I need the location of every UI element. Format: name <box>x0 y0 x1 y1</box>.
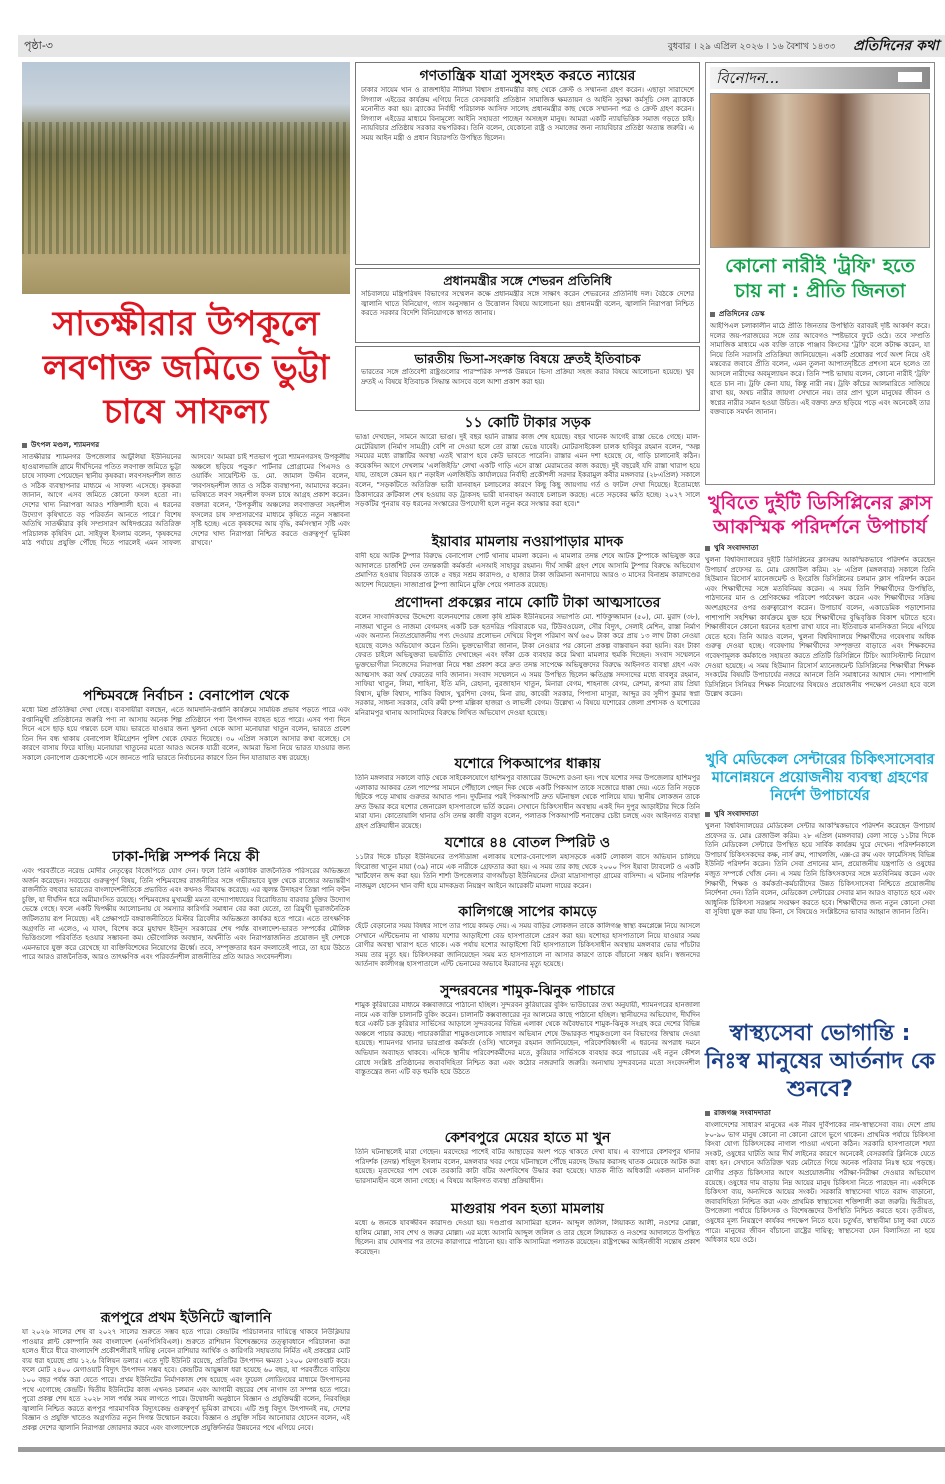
byline-text: প্রতিদিনের ডেস্ক <box>719 309 765 318</box>
article-headline-incentive: প্রণোদনা প্রকল্পের নামে কোটি টাকা আত্মসাতের <box>394 595 661 611</box>
byline-text: খুবি সংবাদদাতা <box>714 809 759 818</box>
bullet-square-icon <box>710 312 715 317</box>
health-body: বাংলাদেশের সাধারণ মানুষের এক নীরব দুর্বিপাকের নাম-স্বাস্থ্যসেবা ব্যয়। দেশে প্রায় ৮০-৯০ ভাগ মানুষ কোনো না কোনো রোগে ভুগে থাকেন। প্রাথমিক পর্যায়ে চিকিৎসা কিংবা যোগ্য চিকিৎসকের নাগাল পাওয়া এখনো কঠিন। সরকারি হাসপাতালে শয্যা সংকট, ওষুধের ঘাটতি আর দীর্ঘ লাইনের কারণে অনেকেই বেসরকারি ক্লিনিকে যেতে বাধ্য হন। সেখানে অতিরিক্ত খরচ মেটাতে গিয়ে অনেক পরিবার নিঃস্ব হয়ে পড়ছে। রোগীর প্রকৃত চিকিৎসার আগে অপ্রয়োজনীয় পরীক্ষা-নিরীক্ষা দেওয়ার অভিযোগ রয়েছে। ওষুধের দাম বাড়ায় নিম্ন আয়ের মানুষ চিকিৎসা নিতে পারছেন না। একদিকে চিকিৎসা ব্যয়, অন্যদিকে আয়ের সংকট। সরকারি স্বাস্থ্যসেবা খাতে বরাদ্দ বাড়ানো, জবাবদিহিতা নিশ্চিত করা এবং প্রাথমিক স্বাস্থ্যসেবা শক্তিশালী করা জরুরি। দ্বিতীয়ত, উপজেলা পর্যায়ে চিকিৎসক ও বিশেষজ্ঞদের উপস্থিতি নিশ্চিত করতে হবে। তৃতীয়ত, ওষুধের মূল্য নিয়ন্ত্রণে কার্যকর পদক্ষেপ নিতে হবে। চতুর্থত, স্বাস্থ্যবীমা চালু করা যেতে পারে। মানুষের জীবন বাঁচানো রাষ্ট্রের দায়িত্ব; স্বাস্থ্যসেবা যেন বিলাসিতা না হয়ে অধিকার হয়ে ওঠে। <box>705 1121 935 1245</box>
article-body-incentive: বলেন সাংবাদিকদের উদ্দেশ্যে বলেনযশোর জেলা কৃষি শ্রমিক ইউনিয়নের সভাপতি মো. শফিকুজ্জামান (৫০), মো. মুরাদ (৩৮), নাজমা খাতুন ও নাজমা বেগমসহ একটি চক্র হতদরিদ্র পরিবারকে ঘর, টিউবওয়েল, সৌর বিদ্যুৎ, সেলাই মেশিন, রাস্তা নির্মাণ এবং অন্যান্য নিত্যপ্রয়োজনীয় পণ্য দেওয়ার প্রলোভন দেখিয়ে বিপুল পরিমাণ অর্থ ৬৫০ টাকা করে প্রায় ১৩ লাখ টাকা নেওয়া হয়েছে বলেও অভিযোগ করেন তিনি। ভুক্তভোগীরা জানান, টাকা নেওয়ার পর কোনো প্রকল্প বাস্তবায়ন করা হয়নি। বরং টাকা ফেরত চাইলে অভিযুক্তরা ভয়ভীতি দেখাচ্ছেন এবং ফাঁকা চেক ব্যবহার করে মিথ্যা মামলার হুমকি দিচ্ছেন। সংবাদ সম্মেলনে ভুক্তভোগীরা নিজেদের নিরাপত্তা নিয়ে শঙ্কা প্রকাশ করে দ্রুত তদন্ত সাপেক্ষে অভিযুক্তদের বিরুদ্ধে আইনগত ব্যবস্থা গ্রহণ এবং আত্মসাৎ করা অর্থ ফেরতের দাবি জানান। সংবাদ সম্মেলনে এ সময় উপস্থিত ছিলেন ক্ষতিগ্রস্ত সদস্যদের মধ্যে বাবলুর রহমান, সাফিয়া খাতুন, লিমা, শাহিনা, ইতি মনি, রেহানা, নুরজাহান খাতুন, মিনারা বেগম, শাহনাজ বেগম, রেশমা, রূপমা রায় প্রিয়া বিশ্বাস, মুক্তি বিশ্বাস, শাকিব বিশ্বাস, খুরশিদা বেগম, মিনা রায়, কাবেরী সরকার, পিপাসা মাসুরা, আব্দুর রব সুদীপ কুমার স্বপ্না সরকার, সাধনা সরকার, বেবি রুমী চম্পা মল্লিকা হাজরা ও লাভলী বেগম। উল্লেখ্য এ বিষয়ে যশোরের জেলা প্রশাসক ও যশোরের মনিরামপুর থানায় আসামিদের বিরুদ্ধে লিখিত অভিযোগ দেওয়া হয়েছে। <box>355 613 700 717</box>
health-byline <box>705 1108 935 1120</box>
left-column <box>22 62 350 1484</box>
article-body-road: ভাঙা দেখছেন, সামনে আরো ভাঙা। দুই বছর হয়নি রাস্তার কাজ শেষ হয়েছে। বছর খানেক আগেই রাস্তা ভেঙে গেছে। মাল-মেটেরিয়াল (নির্মাণ সামগ্রী) বেশি না দেওয়া হলে তো রাস্তা ভেঙে যাবেই। মোটরসাইকেল চালক হাবিবুর রহমান বলেন, "অল্প সময়ের মধ্যে রাস্তাটির অবস্থা এতই খারাপ হবে কেউ ভাবতে পারেনি। রাস্তার এমন দশা হয়েছে যে, গাড়ি চালানোই কঠিন। কয়েকদিন আগে দেখলাম 'এলজিইডি' লেখা একটি গাড়ি এসে রাস্তা মেরামতের কাজ করছে। দুই বছরেই যদি রাস্তা খারাপ হয়ে যায়, তাহলে কেমন হয়।" নড়াইল এলজিইডি কার্যালয়ের নির্বাহী প্রকৌশলী সরদার ইকরামুল কবীর মঙ্গলবার (২৮এপ্রিল) সকালে বলেন, "সড়কটিতে অতিরিক্ত ভারী যানবাহন চলাচলের কারণে কিছু কিছু জায়গায় গর্ত ও ফাটল দেখা দিয়েছে। ইতোমধ্যে ঠিকাদারের ক্রটিকাল শেষ হওয়ায় বড় ট্রাকসহ ভারী যানবাহন অবাধে চলাচল করছে। এতে সড়কের ক্ষতি হচ্ছে। ২০২৭ সালে সড়কটির পুনরায় বড় ধরনের সংস্কারের উপযোগী হলে নতুন করে সংস্কার করা হবে।" <box>355 433 700 509</box>
bullet-square-icon <box>705 1111 710 1116</box>
article-headline-dhaka-delhi: ঢাকা-দিল্লি সম্পর্ক নিয়ে কী <box>112 849 260 865</box>
article-headline-pickup: যশোরে পিকআপের ধাক্কায় <box>454 756 601 772</box>
khubi-medical-headline: খুবি মেডিকেল সেন্টারের চিকিৎসাসেবার মানোন্নয়নে প্রয়োজনীয় ব্যবস্থা গ্রহণের নির্দেশ উপাচার্যের <box>705 752 935 804</box>
article-body-rooppur: যা ২০২৬ সালের শেষ বা ২০২৭ সালের শুরুতে সম্ভব হতে পারে। কেন্দ্রটির পরিচালনার দায়িত্বে থাকবে নিউক্লিয়ার পাওয়ার প্লান্ট কোম্পানি অব বাংলাদেশ (এনপিসিবিএল)। শুরুতে রাশিয়ান বিশেষজ্ঞদের তত্ত্বাবধানে পরিচালনা করা হলেও ধীরে ধীরে বাংলাদেশি প্রকৌশলীরাই দায়িত্ব নেবেন রাশিয়ার আর্থিক ও কারিগরি সহায়তায় নির্মিত এই প্রকল্পের মোট ব্যয় ধরা হয়েছে প্রায় ১২.৬ বিলিয়ন ডলার। এতে দুটি ইউনিট রয়েছে, প্রতিটির উৎপাদন ক্ষমতা ১২০০ মেগাওয়াট করে। ফলে মোট ২৪০০ মেগাওয়াট বিদ্যুৎ উৎপাদন সম্ভব হবে। কেন্দ্রটির আয়ুষ্কাল ধরা হয়েছে ৬০ বছর, যা পরবর্তীতে বাড়িয়ে ১০০ বছর পর্যন্ত করা যেতে পারে। প্রথম ইউনিটের নির্মাণকাজ শেষ হয়েছে এবং ফুয়েল লোডিংয়ের মাধ্যমে উৎপাদনের পথে এগোচ্ছে কেন্দ্রটি। দ্বিতীয় ইউনিটের কাজ এখনও চলমান এবং আগামী বছরের শেষ নাগাদ তা সম্পন্ন হতে পারে। পুরো প্রকল্প শেষ হতে ২০২৮ সাল পর্যন্ত সময় লাগতে পারে। উদ্বোধনী অনুষ্ঠানে বিজ্ঞান ও প্রযুক্তিমন্ত্রী বলেন, নিরবচ্ছিন্ন জ্বালানি নিশ্চিত করতে রূপপুর পারমাণবিক বিদ্যুৎকেন্দ্র গুরুত্বপূর্ণ ভূমিকা রাখবে। এটি শুধু বিদ্যুৎ উৎপাদনই নয়, দেশের বিজ্ঞান ও প্রযুক্তি খাতেও অগ্রগতির নতুন দিগন্ত উন্মোচন করবে। বিজ্ঞান ও প্রযুক্তি সচিব আনোয়ার হোসেন বলেন, এই প্রকল্প দেশের জ্বালানি নিরাপত্তা জোরদার করবে এবং বাংলাদেশকে প্রযুক্তিনির্ভর উন্নয়নের পথে এগিয়ে নেবে। <box>22 1328 350 1432</box>
article-body-spirit: ১১টার দিকে চাঁচড়া ইউনিয়নের তপসীডাঙ্গা এলাকায় যশোর-বেনাপোল মহাসড়কে একটি লোকাল বাসে অভিযান চালিয়ে ফিরোজা খাতুন মায়া (৩৯) নামে এক নারীকে গ্রেফতার করা হয়। এ সময় তার কাছ থেকে ২০০০ পিস ইয়াবা ট্যাবলেট ও একটি স্মার্টফোন জব্দ করা হয়। তিনি শার্শা উপজেলার বাগআঁচড়া ইউনিয়নের টেংরা মাদ্রাসাপাড়া গ্রামের বাসিন্দা। এ ঘটনায় পরিদর্শক নাজমুল হোসেন খান বাদী হয়ে মাদকদ্রব্য নিয়ন্ত্রণ আইনে আরেকটি মামলা দায়ের করেন। <box>355 853 700 890</box>
article-box-chevron <box>355 268 700 343</box>
masthead-logo: প্রতিদিনের কথা <box>853 38 939 54</box>
article-body-justice: ঢাকার সায়েম খান ও রাজশাহীর নীলিমা বিশ্বাস প্রধানমন্ত্রীর কাছ থেকে ক্রেস্ট ও সম্মাননা গ্রহণ করেন। এছাড়া সারাদেশে লিগ্যাল এইডের কার্যক্রম এগিয়ে নিতে বেসরকারি প্রতিষ্ঠান সামাজিক ক্ষমতায়ন ও আইনি সুরক্ষা কর্মসূচি সেল ব্র্যাককে মনোনীত করা হয়। ব্র্যাকের নির্বাহী পরিচালক আসিফ সালেহ প্রধানমন্ত্রীর কাছ থেকে সম্মাননা পত্র ও ক্রেস্ট গ্রহণ করেন। লিগ্যাল এইডের মাধ্যমে বিনামূল্যে আইনি সহায়তা পাচ্ছেন অসচ্ছল মানুষ। আমরা একটি ন্যায়ভিত্তিক সমাজ গড়তে চাই। ন্যায়বিচার প্রতিষ্ঠায় সরকার বদ্ধপরিকর। তিনি বলেন, যেকোনো রাষ্ট্র ও সমাজের জন্য ন্যায়বিচার প্রতিষ্ঠা অত্যন্ত জরুরি। এ সময় আইন মন্ত্রী ও প্রধান বিচারপতি উপস্থিত ছিলেন। <box>361 86 694 142</box>
article-body-benapole: মধ্যে মিশ্র প্রতিক্রিয়া দেখা গেছে। ব্যবসায়ীরা বলছেন, এতে আমদানি-রপ্তানি কার্যক্রমে সাময়িক প্রভাব পড়তে পারে এবং রপ্তানিমুখী প্রতিষ্ঠানের জরুরি পণ্য না আসায় অনেক শিল্প প্রতিষ্ঠানে পণ্য উৎপাদন ব্যাহত হতে পারে। এসব পণ্য দিনে দিনে এসে ছাড় হয়ে গন্তব্যে চলে যায়। ভারতে যাওয়ার জন্য খুলনা থেকে আসা মনোয়ারা খাতুন বলেন, ভারতে প্রবেশ তিন দিন বন্ধ থাকায় বেনাপোল ইমিগ্রেশন পুলিশ থেকে ফেরত দিয়েছে। ৩০ এপ্রিল সকালে আসার কথা বলেছে। সে কারণে বাসায় ফিরে যাচ্ছি। মনোয়ারা খাতুনের মতো আরও অনেক যাত্রী বলেন, আমরা ভিসা নিয়ে ভারত যাওয়ার জন্য সকালে বেনাপোল চেকপোস্টে এসে জানতে পারি ভারতে নির্বাচনের কারণে তিন দিন যাতায়াত বন্ধ রয়েছে। <box>22 706 350 762</box>
date-line: বুধবার । ২৯ এপ্রিল ২০২৬ । ১৬ বৈশাখ ১৪৩৩ <box>667 41 836 52</box>
byline-text: খুবি সংবাদদাতা <box>714 543 759 552</box>
byline-text: উৎপল মণ্ডল, শ্যামনগর <box>31 440 100 449</box>
article-body-yaba: বাদী হয়ে আটক টুম্পার বিরুদ্ধে বেনাপোল পোর্ট থানায় মামলা করেন। এ মামলার তদন্ত শেষে আটক টুম্পাকে অভিযুক্ত করে আদালতে চার্জশিট দেন তদন্তকারী কর্মকর্তা এসআই সাহাবুর রহমান। দীর্ঘ সাক্ষী গ্রহণ শেষে আসামি টুম্পার বিরুদ্ধে অভিযোগ প্রমাণিত হওয়ায় বিচারক তাকে ৫ বছর সশ্রম কারাদণ্ড, ৫ হাজার টাকা জরিমানা অনাদায়ে আরও ৩ মাসের বিনাশ্রম কারাদণ্ডের আদেশ দিয়েছেন। সাজাপ্রাপ্ত টুম্পা জামিনে মুক্তি পেয়ে পলাতক রয়েছে। <box>355 552 700 589</box>
article-headline-yaba: ইয়াবার মামলায় নওয়াপাড়ার মাদক <box>431 534 624 550</box>
lead-body: সাতক্ষীরার শ্যামনগর উপজেলার আটুলিয়া ইউনিয়নের হাওয়ালভাঙ্গি গ্রামে দীর্ঘদিনের পতিত লবণাক্ত জমিতে ভুট্টা চাষে সাফল্য পেয়েছেন স্থানীয় কৃষকরা। লবণসহনশীল জাত ও সঠিক ব্যবস্থাপনার মাধ্যমে এ সাফল্য এসেছে। কৃষকরা জানান, আগে এসব জমিতে কোনো ফসল হতো না। দেশের খাদ্য নিরাপত্তা আরও শক্তিশালী হবে। এ ধরনের উদ্যোগ কৃষিখাতে বড় পরিবর্তন আনতে পারে।' বিশেষ অতিথি সাতক্ষীরার কৃষি সম্প্রসারণ অধিদপ্তরের অতিরিক্ত পরিচালক কৃষিবিদ মো. সাইফুল ইসলাম বলেন, 'কৃষকদের মাঠ পর্যায়ে প্রযুক্তি পৌঁছে দিতে পারলেই এমন সাফল্য আসবে।' আমরা চাই শতভাগ পুরো শ্যামনগরসহ উপকূলীয় অঞ্চলে ছড়িয়ে পড়ুক।' পার্টনার প্রোগ্রামের পিএসও ও ওয়ার্কিং সায়েন্টিস্ট ড. মো. জামাল উদ্দীন বলেন, 'লবণসহনশীল জাত ও সঠিক ব্যবস্থাপনা, আমাদের করেন। ভবিষ্যতে লবণ সহনশীল ফসল চাষে আগ্রহ প্রকাশ করেন। বক্তারা বলেন, 'উপকূলীয় অঞ্চলের লবণাক্ততা সহনশীল ফসলের চাষ সম্প্রসারণের মাধ্যমে কৃষিতে নতুন সম্ভাবনা সৃষ্টি হচ্ছে। এতে কৃষকদের আয় বৃদ্ধি, কর্মসংস্থান সৃষ্টি এবং দেশের খাদ্য নিরাপত্তা নিশ্চিত করতে গুরুত্বপূর্ণ ভূমিকা রাখবে।' <box>22 453 350 548</box>
byline-text: রাজগঞ্জ সংবাদদাতা <box>714 1108 771 1117</box>
article-headline-magura: মাগুরায় পবন হত্যা মামলায় <box>451 1201 604 1217</box>
article-headline-visa: ভারতীয় ভিসা-সংক্রান্ত বিষয়ে দ্রুতই ইতিবাচক <box>414 351 641 366</box>
article-headline-chevron: প্রধানমন্ত্রীর সঙ্গে শেভরন প্রতিনিধি <box>443 273 612 288</box>
bullet-square-icon <box>22 443 27 448</box>
article-body-chevron: সচিবালয়ে মন্ত্রিপরিষদ বিভাগের সম্মেলন কক্ষে প্রধানমন্ত্রীর সঙ্গে সাক্ষাৎ করেন শেভরনের প্রতিনিধি দল। বৈঠকে দেশের জ্বালানি খাতে বিনিয়োগ, গ্যাস অনুসন্ধান ও উত্তোলন বিষয়ে আলোচনা হয়। প্রধানমন্ত্রী বলেন, জ্বালানি নিরাপত্তা নিশ্চিত করতে সরকার বিদেশি বিনিয়োগকে স্বাগত জানায়। <box>361 290 694 318</box>
khubi-class-body: খুলনা বিশ্ববিদ্যালয়ের দুইটি ডিসিপ্লিনের ক্লাসরুম আকস্মিকভাবে পরিদর্শন করেছেন উপাচার্য প্রফেসর ড. মোঃ রেজাউল করিম। ২৮ এপ্রিল (মঙ্গলবার) সকালে তিনি হিউম্যান রিসোর্স ম্যানেজমেন্ট ও ইংরেজি ডিসিপ্লিনের চলমান ক্লাস পরিদর্শন করেন এবং শিক্ষার্থীদের সঙ্গে মতবিনিময় করেন। এ সময় তিনি শিক্ষার্থীদের উপস্থিতি, পাঠদানের মান ও শ্রেণিকক্ষের পরিবেশ পর্যবেক্ষণ করেন এবং শিক্ষার্থীদের সক্রিয় অংশগ্রহণের ওপর গুরুত্বারোপ করেন। উপাচার্য বলেন, একাডেমিক পড়াশোনার পাশাপাশি সহশিক্ষা কার্যক্রমে যুক্ত হয়ে শিক্ষার্থীদের বুদ্ধিবৃত্তিক বিকাশ ঘটাতে হবে। শিক্ষাজীবনে কোনো ধরনের হতাশা রাখা যাবে না। ইতিবাচক মানসিকতা নিয়ে এগিয়ে যেতে হবে। তিনি আরও বলেন, খুলনা বিশ্ববিদ্যালয়ে শিক্ষার্থীদের গবেষণায় অধিক গুরুত্ব দেওয়া হচ্ছে। গবেষণায় শিক্ষার্থীদের সম্পৃক্ততা বাড়াতে এবং শিক্ষকদের গবেষণামূলক কর্মকাণ্ডে সহায়তা করতে প্রতিটি ডিসিপ্লিনে টিচিং অ্যাসিস্ট্যান্ট নিয়োগ দেওয়া হয়েছে। এ সময় হিউম্যান রিসোর্স ম্যানেজমেন্ট ডিসিপ্লিনের শিক্ষার্থীরা শিক্ষক সংকটের বিষয়টি উপাচার্যের নজরে আনলে তিনি সমাধানের আশ্বাস দেন। পাশাপাশি ডিসিপ্লিনে সিনিয়র শিক্ষক নিয়োগের বিষয়েও প্রয়োজনীয় পদক্ষেপ নেওয়া হবে বলে উল্লেখ করেন। <box>705 556 935 699</box>
bullet-square-icon <box>705 812 710 817</box>
page-header <box>18 35 945 57</box>
right-column <box>705 62 935 1451</box>
page-number: পৃষ্ঠা-৩ <box>24 38 53 52</box>
entertainment-section-title: বিনোদন... <box>710 67 930 89</box>
article-body-snail: শামুক কুরিয়ারের মাধ্যমে কক্সবাজারে পাঠানো হচ্ছিল। সুন্দরবন কুরিয়ারের বুকিং ভাউচারের তথ্য অনুযায়ী, শ্যামনগরের হানজালা নামে এক ব্যক্তি চালানটি বুকিং করেন। চালানটি কক্সবাজারের নূর আলমের কাছে পাঠানো হচ্ছিল। স্থানীয়দের অভিযোগ, দীর্ঘদিন ধরে একটি চক্র কুরিয়ার সার্ভিসের আড়ালে সুন্দরবনের বিভিন্ন এলাকা থেকে অবৈধভাবে শামুক-ঝিনুক সংগ্রহ করে দেশের বিভিন্ন অঞ্চলে পাচার করছে। পাচারকারীরা শামুকগুলোকে সাধারণ অভিযান শেষে উদ্ধারকৃত শামুকগুলো বন বিভাগের জিম্মায় দেওয়া হয়েছে। শ্যামনগর থানার ভারপ্রাপ্ত কর্মকর্তা (ওসি) খালেদুর রহমান জানিয়েছেন, পরিবেশবিধ্বংসী এ ধরনের অপরাধ দমনে অভিযান অব্যাহত থাকবে। এদিকে স্থানীয় পরিবেশকর্মীদের মতে, কুরিয়ার সার্ভিসকে ব্যবহার করে পাচারের এই নতুন কৌশল রোধে সংশ্লিষ্ট প্রতিষ্ঠানের জবাবদিহিতা নিশ্চিত করা এবং কঠোর নজরদারি জরুরি। অন্যথায় সুন্দরবনের মতো সংবেদনশীল বাস্তুতন্ত্রের জন্য এটি বড় হুমকি হয়ে উঠতে <box>355 1001 700 1077</box>
article-body-keshabpur: তিনি ঘটনাস্থলেই মারা গেছেন। মরদেহের পাশেই বটির আছাড়ের অংশ পড়ে থাকতে দেখা যায়। এ ব্যাপারে কেশবপুর থানার পরিদর্শক (তদন্ত) শহিদুল ইসলাম বলেন, মঙ্গলবার খবর পেয়ে ঘটনাস্থলে পৌঁছে মরদেহ উদ্ধার করাসহ ঘাতক মেয়েকে আটক করা হয়েছে। মৃতদেহের পাশ থেকে তরকারি কাটা বটির অংশবিশেষ উদ্ধার করা হয়েছে। ঘাতক নীতি অধিকারী একজন মানসিক ভারসাম্যহীন বলে জানা গেছে। এ বিষয়ে আইনগত ব্যবস্থা প্রক্রিয়াধীন। <box>355 1148 700 1185</box>
article-body-magura: মধ্যে ৬ জনকে যাবজ্জীবন কারাদণ্ড দেওয়া হয়। দণ্ডপ্রাপ্ত আসামিরা হলেন- আব্দুল জলিল, লিয়াকত আলী, নওশের মোল্লা, হালিম মোল্লা, সাব শেখ ও জরুর মোল্লা। এর মধ্যে আসামি আব্দুল জলিল ও তার ছেলে লিয়াকত ও নওশের আদালতে উপস্থিত ছিলেন। রায় ঘোষণার পর তাদের কারাগারে পাঠানো হয়। বাকি আসামিরা পলাতক রয়েছেন। রাষ্ট্রপক্ষের আইনজীবী সন্তোষ প্রকাশ করেছেন। <box>355 1219 700 1256</box>
khubi-medical-byline <box>705 809 935 821</box>
article-body-snakebite: হেঁটে বেড়ানোর সময় বিষধর সাপে তার পায়ে কামড় দেয়। এ সময় বাড়ির লোকজন তাকে কালিগঞ্জ স্বাস্থ্য কমপ্লেক্সে নিয়ে আসলে সেখানে এন্টিভেনাম না থাকায় যশোর আড়াইশো বেড হাসপাতালে প্রেরণ করা হয়। যশোহর হাসপাতালে নিয়ে যাওয়ার সময় রোগীর অবস্থা খারাপ হতে থাকে। এক পর্যায় যশোর আড়াইশো বিট হাসপাতালে চিকিৎসাধীন অবস্থায় মঙ্গলবার ভোর পাঁচটার সময় তার মৃত্যু হয়। চিকিৎসকরা জানিয়েছেন সময় মত হাসপাতালে না আসার কারণে তাকে বাঁচানো সম্ভব হয়নি। স্বজনদের আর্তনাদ কালীগঞ্জ হাসপাতালে এন্টি ভেনামের অভাবে ইমরানের মৃত্যু হয়েছে। <box>355 922 700 969</box>
article-box-justice <box>355 62 700 265</box>
entertainment-headline: কোনো নারীই 'ট্রফি' হতে চায় না : প্রীতি জিনতা <box>725 255 915 302</box>
article-body-visa: ভারতের সঙ্গে প্রতিবেশী রাষ্ট্রগুলোর পারস্পরিক সম্পর্ক উন্নয়নে ভিসা প্রক্রিয়া সহজ করার বিষয়ে আলোচনা হয়েছে। খুব দ্রুতই এ বিষয়ে ইতিবাচক সিদ্ধান্ত আসবে বলে আশা প্রকাশ করা হয়। <box>361 368 694 386</box>
article-headline-justice: গণতান্ত্রিক যাত্রা সুসংহত করতে ন্যায়ের <box>419 68 636 84</box>
health-headline: স্বাস্থ্যসেবা ভোগান্তি : নিঃস্ব মানুষের আর্তনাদ কে শুনবে? <box>705 1021 935 1102</box>
article-headline-snail: সুন্দরবনের শামুক-ঝিনুক পাচারে <box>440 983 615 999</box>
entertainment-body: আইপিএল চলাকালীন মাঠে প্রীতি জিনতার উপস্থিতি বরাবরই দৃষ্টি আকর্ষণ করে। দলের জয়-পরাজয়ের সঙ্গে তার আবেগও স্পষ্টভাবে ফুটে ওঠে। তবে সম্প্রতি সামাজিক মাধ্যমে এক ব্যক্তি তাকে পাঞ্জাব কিংসের 'ট্রফি' বলে কটাক্ষ করেন, যা নিয়ে তিনি সরাসরি প্রতিক্রিয়া জানিয়েছেন। একটি প্রশ্নোত্তর পর্বে অংশ নিয়ে ওই মন্তব্যের জবাবে প্রীতি বলেন, এমন তুলনা আপাতদৃষ্টিতে প্রশংসা মনে হলেও তা আসলে নারীদের অবমূল্যায়ন করে। তিনি স্পষ্ট ভাষায় বলেন, কোনো নারীই 'ট্রফি' হতে চান না। ট্রফি কেনা যায়, কিন্তু নারী নয়। ট্রফি কাঁচের আলমারিতে সাজিয়ে রাখা হয়, অথচ নারীর জায়গা সেখানে নয়। তার প্রাণ খুলে মানুষের জীবন ও স্বপ্নের নারীর সমান হওয়া উচিত। এই বক্তব্য দ্রুত ছড়িয়ে পড়ে এবং অনেকেই তার বক্তব্যকে সমর্থন জানান। <box>710 322 930 417</box>
bullet-square-icon <box>705 546 710 551</box>
lead-headline: সাতক্ষীরার উপকূলে লবণাক্ত জমিতে ভুট্টা চাষে সাফল্য <box>42 304 330 432</box>
article-headline-rooppur: রূপপুরে প্রথম ইউনিটে জ্বালানি <box>100 1310 272 1326</box>
middle-column <box>355 62 700 1279</box>
article-headline-keshabpur: কেশবপুরে মেয়ের হাতে মা খুন <box>444 1130 611 1146</box>
article-headline-benapole: পশ্চিমবঙ্গে নির্বাচন : বেনাপোল থেকে <box>83 688 289 704</box>
lead-byline <box>22 440 350 452</box>
article-headline-road: ১১ কোটি টাকার সড়ক <box>464 415 591 431</box>
article-headline-snakebite: কালিগঞ্জে সাপের কামড়ে <box>458 904 597 920</box>
khubi-class-byline <box>705 543 935 555</box>
entertainment-box <box>705 62 935 485</box>
khubi-class-headline: খুবিতে দুইটি ডিসিপ্লিনের ক্লাস আকস্মিক পরিদর্শনে উপাচার্য <box>707 492 933 538</box>
article-box-visa <box>355 346 700 411</box>
khubi-medical-body: খুলনা বিশ্ববিদ্যালয়ের মেডিকেল সেন্টার আকস্মিকভাবে পরিদর্শন করেছেন উপাচার্য প্রফেসর ড. মোঃ রেজাউল করিম। ২৮ এপ্রিল (মঙ্গলবার) বেলা সাড়ে ১১টার দিকে তিনি মেডিকেল সেন্টারে উপস্থিত হয়ে সার্বিক কার্যক্রম ঘুরে দেখেন। পরিদর্শনকালে উপাচার্য চিকিৎসকদের কক্ষ, নার্স রুম, প্যাথলজি, এক্স-রে রুম এবং ফার্মেসিসহ বিভিন্ন ইউনিট পরিদর্শন করেন। তিনি সেবা প্রদানের মান, প্রয়োজনীয় যন্ত্রপাতি ও ওষুধের মজুত সম্পর্কে খোঁজ নেন। এ সময় তিনি চিকিৎসকদের সঙ্গে মতবিনিময় করেন এবং শিক্ষার্থী, শিক্ষক ও কর্মকর্তা-কর্মচারীদের উন্নত চিকিৎসাসেবা নিশ্চিতে প্রয়োজনীয় নির্দেশনা দেন। তিনি বলেন, মেডিকেল সেন্টারের সেবার মান আরও বাড়াতে হবে এবং আধুনিক চিকিৎসা সরঞ্জাম সংরক্ষণ করতে হবে। শিক্ষার্থীদের জন্য নতুন কোনো সেবা বা সুবিধা যুক্ত করা যায় কিনা, সে বিষয়েও সংশ্লিষ্টদের ভাবার আহ্বান জানান তিনি। <box>705 822 935 917</box>
corn-field-photo-icon <box>22 62 350 294</box>
page-bottom-rule <box>18 1447 945 1452</box>
header-right <box>668 34 939 58</box>
entertainment-byline <box>710 309 930 321</box>
article-body-pickup: তিনি মঙ্গলবার সকালে বাড়ি থেকে সাইকেলযোগে হাশিমপুর বাজারের উদ্দেশ্যে রওনা হন। পথে যশোর সদর উপজেলার হাশিমপুর এলাকার আকবর তেল পাম্পের সামনে পৌঁছালে পেছন দিক থেকে একটি পিকআপ তাকে সজোরে ধাক্কা দেয়। এতে তিনি সড়কে ছিটকে পড়ে মাথায় গুরুতর আঘাত পান। দুর্ঘটনার পরই পিকআপটি দ্রুত ঘটনাস্থল থেকে পালিয়ে যায়। স্থানীয় লোকজন তাকে দ্রুত উদ্ধার করে যশোর জেনারেল হাসপাতালে ভর্তি করেন। সেখানে চিকিৎসাধীন অবস্থায় একই দিন দুপুর আড়াইটার দিকে তিনি মারা যান। কোতোয়ালি থানার ওসি তদন্ত কাজী বাবুল বলেন, পলাতক পিকআপটি শনাক্তের চেষ্টা চলছে এবং আইনগত ব্যবস্থা গ্রহণ প্রক্রিয়াধীন রয়েছে। <box>355 774 700 830</box>
article-headline-spirit: যশোরে ৪৪ বোতল স্পিরিট ও <box>444 835 611 851</box>
preity-zinta-photo-icon <box>710 93 930 248</box>
article-body-dhaka-delhi: এবং পরবর্তীতে নরেন্দ্র মোদীর নেতৃত্বের বিজেপিতে যোগ দেন। ফলে তিনি একাধিক রাজনৈতিক পরিসরের অভিজ্ঞতা অর্জন করেছেন। সবচেয়ে গুরুত্বপূর্ণ বিষয়, তিনি পশ্চিমবঙ্গের রাজনীতির সঙ্গে গভীরভাবে যুক্ত থেকে রাজ্যের অভ্যন্তরীণ রাজনীতি বহুবার ভারতের বাংলাদেশনীতিকে প্রভাবিত এবং কখনও সীমাবদ্ধ করেছে। এর জ্বলন্ত উদাহরণ তিস্তা পানি বণ্টন চুক্তি, যা দীর্ঘদিন ধরে অমীমাংসিত রয়েছে। পশ্চিমবঙ্গের মুখ্যমন্ত্রী মমতা বন্দ্যোপাধ্যায়ের বিরোধিতায় বারবার চুক্তির উদ্যোগ ভেস্তে গেছে। ফলে একটি দ্বিপক্ষীয় আলোচনায় যে সমস্যার কারিগরি সমাধান বের করা যেতো, তা ত্রিমুখী ভূরাজনৈতিক জটিলতায় রূপ নিয়েছে। এই প্রেক্ষাপটে বঙ্গরাজনীতিতে মিস্টার ত্রিবেদীর অভিজ্ঞতা কার্যকর হতে পারে। এতে তাৎক্ষণিক অগ্রগতি না এলেও, এ যাবৎ, বিশেষ করে মুহাম্মদ ইউনূস সরকারের শেষ পর্যন্ত বাংলাদেশ-ভারত সম্পর্কের মৌলিক ভিত্তিগুলো পরিবর্তিত হওয়ার সম্ভাবনা কম। ভৌগোলিক অবস্থান, অর্থনীতি এবং নিরাপত্তাজনিত প্রয়োজন দুই দেশকে এমনভাবে যুক্ত করে রেখেছে যা ব্যক্তিবিশেষের নিয়োগের ঊর্ধ্বে। তবে, সম্পৃক্ততার ধরন বদলাতেই পারে, তা হয়ে উঠতে পারে আরও রাজনৈতিক, আরও তাৎক্ষণিক এবং পরিবর্তনশীল রাজনীতির প্রতি আরও সংবেদনশীল। <box>22 867 350 962</box>
